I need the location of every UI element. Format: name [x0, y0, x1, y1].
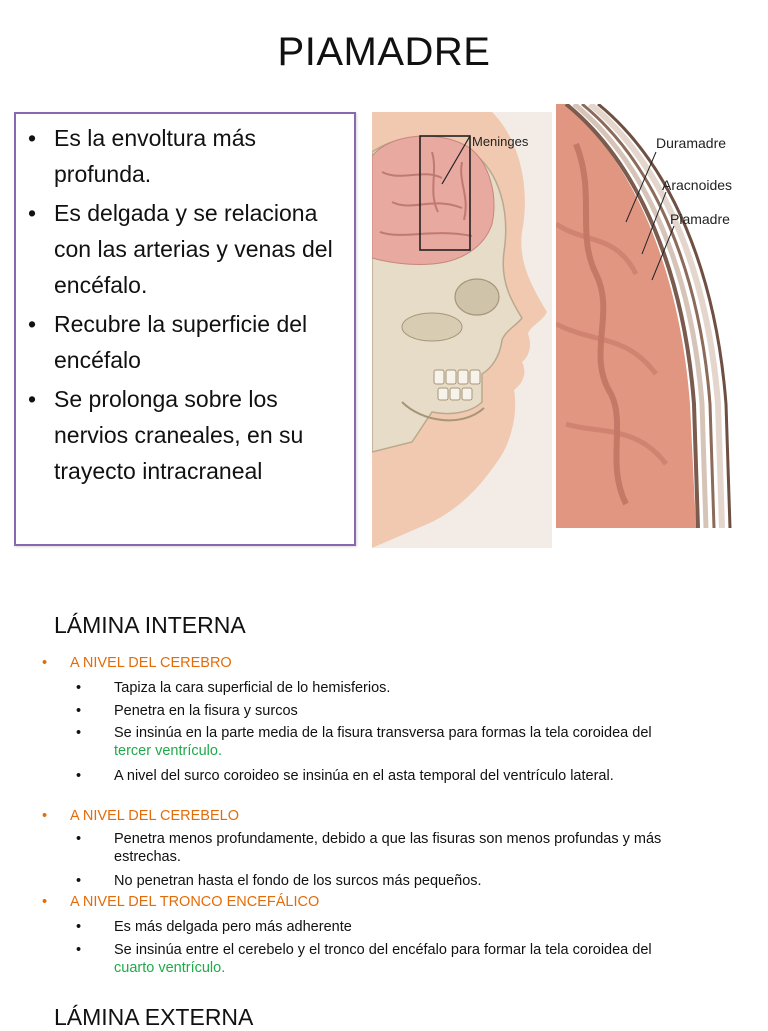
bullet-item: • Es la envoltura más profunda.	[54, 120, 348, 192]
bullet-dot-icon: •	[28, 125, 37, 151]
bullet-dot-icon: •	[28, 311, 37, 337]
skull-illustration	[372, 112, 552, 548]
meninges-label: Meninges	[472, 134, 529, 149]
bullet-item: • Recubre la superficie del encéfalo	[54, 306, 348, 378]
list-item: • Se insinúa entre el cerebelo y el tronco del encéfalo para formar la tela coroidea del cuarto ventrículo.	[76, 942, 652, 976]
list-item: • Penetra en la fisura y surcos	[76, 703, 298, 719]
bullet-dot-icon: •	[42, 894, 48, 910]
bullet-dot-icon: •	[76, 703, 82, 719]
bullet-item: • Es delgada y se relaciona con las arterias y venas del encéfalo.	[54, 195, 348, 303]
list-item: • Se insinúa en la parte media de la fisura transversa para formas la tela coroidea del tercer ventrículo.	[76, 725, 652, 759]
list-item: • Penetra menos profundamente, debido a que las fisuras son menos profundas y más estrechas.	[76, 831, 662, 865]
page-title: PIAMADRE	[277, 30, 491, 74]
list-item: • Tapiza la cara superficial de lo hemisferios.	[76, 680, 391, 696]
bullet-dot-icon: •	[28, 200, 37, 226]
bullet-dot-icon: •	[76, 680, 82, 696]
bullet-item: • Se prolonga sobre los nervios craneales, en su trayecto intracraneal	[54, 381, 348, 489]
duramadre-label: Duramadre	[656, 135, 727, 151]
list-item: • No penetran hasta el fondo de los surcos más pequeños.	[76, 873, 482, 889]
bullet-dot-icon: •	[28, 386, 37, 412]
list-item: • A nivel del surco coroideo se insinúa en el asta temporal del ventrículo lateral.	[76, 768, 614, 784]
lamina-interna-heading: LÁMINA INTERNA	[54, 612, 246, 638]
bullet-dot-icon: •	[76, 873, 82, 889]
bullet-dot-icon: •	[76, 725, 82, 741]
meninges-illustration	[556, 104, 740, 528]
bullet-dot-icon: •	[76, 831, 82, 847]
bullet-dot-icon: •	[76, 768, 82, 784]
bullet-dot-icon: •	[76, 919, 82, 935]
bullet-box	[14, 112, 356, 546]
bullet-dot-icon: •	[42, 808, 48, 824]
bullet-dot-icon: •	[42, 655, 48, 671]
aracnoides-label: Aracnoides	[662, 177, 733, 193]
highlight-text: cuarto ventrículo.	[114, 960, 226, 976]
piamadre-label: Piamadre	[670, 211, 730, 227]
bullet-dot-icon: •	[76, 942, 82, 958]
highlight-text: tercer ventrículo.	[114, 743, 222, 759]
lamina-externa-heading: LÁMINA EXTERNA	[54, 1004, 254, 1030]
list-item: • Es más delgada pero más adherente	[76, 919, 352, 935]
